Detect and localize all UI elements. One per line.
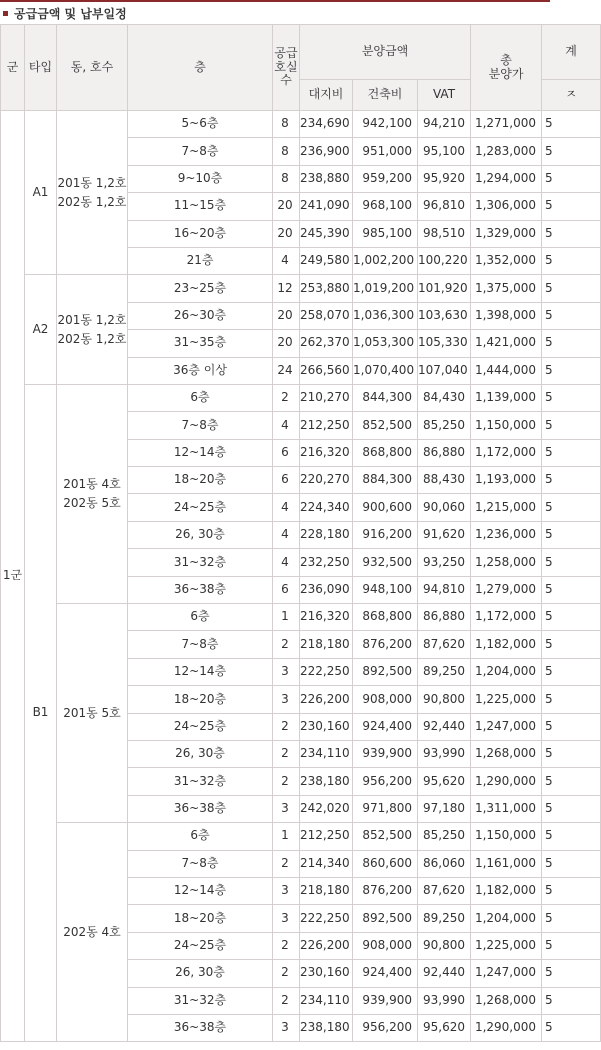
header-gun: 군 <box>1 25 25 111</box>
type-cell: B1 <box>25 384 57 1041</box>
vat-cell: 95,920 <box>418 165 471 192</box>
floor-cell: 6층 <box>128 823 273 850</box>
vat-cell: 89,250 <box>418 905 471 932</box>
floor-cell: 7~8층 <box>128 138 273 165</box>
floor-cell: 7~8층 <box>128 412 273 439</box>
land-price-cell: 228,180 <box>300 521 353 548</box>
total-price-cell: 1,247,000 <box>471 960 542 987</box>
total-price-cell: 1,311,000 <box>471 795 542 822</box>
land-price-cell: 253,880 <box>300 275 353 302</box>
supply-units-cell: 6 <box>273 439 300 466</box>
construction-price-cell: 932,500 <box>353 549 418 576</box>
total-price-cell: 1,182,000 <box>471 877 542 904</box>
next-column-cell: 5 <box>542 220 601 247</box>
construction-price-cell: 959,200 <box>353 165 418 192</box>
supply-units-cell: 4 <box>273 247 300 274</box>
total-price-cell: 1,150,000 <box>471 823 542 850</box>
next-column-cell: 5 <box>542 193 601 220</box>
total-price-cell: 1,421,000 <box>471 330 542 357</box>
construction-price-cell: 924,400 <box>353 960 418 987</box>
land-price-cell: 236,900 <box>300 138 353 165</box>
next-column-cell: 5 <box>542 467 601 494</box>
floor-cell: 36~38층 <box>128 576 273 603</box>
vat-cell: 94,810 <box>418 576 471 603</box>
floor-cell: 26, 30층 <box>128 740 273 767</box>
construction-price-cell: 852,500 <box>353 823 418 850</box>
supply-units-cell: 20 <box>273 220 300 247</box>
total-price-cell: 1,236,000 <box>471 521 542 548</box>
next-column-cell: 5 <box>542 275 601 302</box>
construction-price-cell: 876,200 <box>353 877 418 904</box>
supply-units-cell: 2 <box>273 850 300 877</box>
land-price-cell: 216,320 <box>300 604 353 631</box>
construction-price-cell: 924,400 <box>353 713 418 740</box>
floor-cell: 9~10층 <box>128 165 273 192</box>
construction-price-cell: 844,300 <box>353 384 418 411</box>
supply-units-cell: 2 <box>273 384 300 411</box>
section-title: 공급금액 및 납부일정 <box>14 6 127 21</box>
vat-cell: 107,040 <box>418 357 471 384</box>
floor-cell: 7~8층 <box>128 631 273 658</box>
construction-price-cell: 968,100 <box>353 193 418 220</box>
vat-cell: 95,620 <box>418 1014 471 1041</box>
land-price-cell: 230,160 <box>300 960 353 987</box>
construction-price-cell: 892,500 <box>353 658 418 685</box>
supply-price-table <box>0 24 601 1042</box>
floor-cell: 6층 <box>128 604 273 631</box>
land-price-cell: 222,250 <box>300 905 353 932</box>
floor-cell: 31~32층 <box>128 549 273 576</box>
vat-cell: 86,060 <box>418 850 471 877</box>
next-column-cell: 5 <box>542 713 601 740</box>
supply-units-cell: 2 <box>273 932 300 959</box>
construction-price-cell: 892,500 <box>353 905 418 932</box>
construction-price-cell: 884,300 <box>353 467 418 494</box>
land-price-cell: 210,270 <box>300 384 353 411</box>
floor-cell: 11~15층 <box>128 193 273 220</box>
supply-units-cell: 2 <box>273 960 300 987</box>
header-next-sub-cut: ㅈ <box>542 80 601 111</box>
header-floor: 층 <box>128 25 273 111</box>
total-price-cell: 1,225,000 <box>471 932 542 959</box>
vat-cell: 94,210 <box>418 111 471 138</box>
floor-cell: 36층 이상 <box>128 357 273 384</box>
floor-cell: 31~32층 <box>128 987 273 1014</box>
total-price-cell: 1,139,000 <box>471 384 542 411</box>
next-column-cell: 5 <box>542 330 601 357</box>
floor-cell: 31~32층 <box>128 768 273 795</box>
land-price-cell: 216,320 <box>300 439 353 466</box>
type-cell: A2 <box>25 275 57 385</box>
header-next-cut: 계 <box>542 25 601 80</box>
next-column-cell: 5 <box>542 357 601 384</box>
construction-price-cell: 860,600 <box>353 850 418 877</box>
floor-cell: 23~25층 <box>128 275 273 302</box>
land-price-cell: 212,250 <box>300 823 353 850</box>
vat-cell: 92,440 <box>418 960 471 987</box>
vat-cell: 95,100 <box>418 138 471 165</box>
construction-price-cell: 985,100 <box>353 220 418 247</box>
total-price-cell: 1,247,000 <box>471 713 542 740</box>
next-column-cell: 5 <box>542 165 601 192</box>
total-price-cell: 1,306,000 <box>471 193 542 220</box>
table-row <box>1 823 601 850</box>
supply-units-cell: 2 <box>273 987 300 1014</box>
next-column-cell: 5 <box>542 111 601 138</box>
total-price-cell: 1,172,000 <box>471 439 542 466</box>
construction-price-cell: 956,200 <box>353 1014 418 1041</box>
total-price-cell: 1,375,000 <box>471 275 542 302</box>
total-price-cell: 1,398,000 <box>471 302 542 329</box>
land-price-cell: 212,250 <box>300 412 353 439</box>
construction-price-cell: 1,053,300 <box>353 330 418 357</box>
vat-cell: 95,620 <box>418 768 471 795</box>
land-price-cell: 238,880 <box>300 165 353 192</box>
total-price-cell: 1,204,000 <box>471 658 542 685</box>
floor-cell: 18~20층 <box>128 467 273 494</box>
supply-units-cell: 4 <box>273 549 300 576</box>
building-cell: 201동 5호 <box>57 604 128 823</box>
construction-price-cell: 942,100 <box>353 111 418 138</box>
total-price-cell: 1,172,000 <box>471 604 542 631</box>
header-total: 총 분양가 <box>471 25 542 111</box>
supply-units-cell: 20 <box>273 330 300 357</box>
vat-cell: 91,620 <box>418 521 471 548</box>
land-price-cell: 245,390 <box>300 220 353 247</box>
supply-units-cell: 3 <box>273 686 300 713</box>
square-bullet-icon <box>3 11 8 16</box>
total-price-cell: 1,225,000 <box>471 686 542 713</box>
next-column-cell: 5 <box>542 576 601 603</box>
header-construction: 건축비 <box>353 80 418 111</box>
land-price-cell: 234,110 <box>300 740 353 767</box>
vat-cell: 97,180 <box>418 795 471 822</box>
floor-cell: 31~35층 <box>128 330 273 357</box>
construction-price-cell: 939,900 <box>353 987 418 1014</box>
next-column-cell: 5 <box>542 604 601 631</box>
header-building: 동, 호수 <box>57 25 128 111</box>
land-price-cell: 238,180 <box>300 1014 353 1041</box>
building-cell: 201동 1,2호 202동 1,2호 <box>57 275 128 385</box>
construction-price-cell: 900,600 <box>353 494 418 521</box>
supply-units-cell: 8 <box>273 165 300 192</box>
next-column-cell: 5 <box>542 686 601 713</box>
supply-units-cell: 3 <box>273 658 300 685</box>
supply-units-cell: 1 <box>273 823 300 850</box>
land-price-cell: 249,580 <box>300 247 353 274</box>
supply-units-cell: 4 <box>273 521 300 548</box>
construction-price-cell: 1,036,300 <box>353 302 418 329</box>
building-cell: 201동 4호 202동 5호 <box>57 384 128 603</box>
total-price-cell: 1,294,000 <box>471 165 542 192</box>
next-column-cell: 5 <box>542 960 601 987</box>
land-price-cell: 234,110 <box>300 987 353 1014</box>
header-supply-units: 공급 호실 수 <box>273 25 300 111</box>
floor-cell: 12~14층 <box>128 877 273 904</box>
total-price-cell: 1,279,000 <box>471 576 542 603</box>
vat-cell: 96,810 <box>418 193 471 220</box>
table-row <box>1 384 601 411</box>
vat-cell: 93,990 <box>418 740 471 767</box>
next-column-cell: 5 <box>542 439 601 466</box>
supply-units-cell: 3 <box>273 795 300 822</box>
construction-price-cell: 916,200 <box>353 521 418 548</box>
vat-cell: 90,060 <box>418 494 471 521</box>
vat-cell: 92,440 <box>418 713 471 740</box>
construction-price-cell: 948,100 <box>353 576 418 603</box>
total-price-cell: 1,268,000 <box>471 987 542 1014</box>
land-price-cell: 230,160 <box>300 713 353 740</box>
header-land: 대지비 <box>300 80 353 111</box>
land-price-cell: 234,690 <box>300 111 353 138</box>
supply-units-cell: 3 <box>273 1014 300 1041</box>
next-column-cell: 5 <box>542 658 601 685</box>
total-price-cell: 1,290,000 <box>471 1014 542 1041</box>
next-column-cell: 5 <box>542 247 601 274</box>
vat-cell: 89,250 <box>418 658 471 685</box>
floor-cell: 18~20층 <box>128 686 273 713</box>
floor-cell: 36~38층 <box>128 795 273 822</box>
construction-price-cell: 951,000 <box>353 138 418 165</box>
floor-cell: 5~6층 <box>128 111 273 138</box>
next-column-cell: 5 <box>542 521 601 548</box>
floor-cell: 18~20층 <box>128 905 273 932</box>
land-price-cell: 241,090 <box>300 193 353 220</box>
vat-cell: 93,990 <box>418 987 471 1014</box>
floor-cell: 6층 <box>128 384 273 411</box>
next-column-cell: 5 <box>542 850 601 877</box>
vat-cell: 103,630 <box>418 302 471 329</box>
table-row <box>1 111 601 138</box>
land-price-cell: 226,200 <box>300 932 353 959</box>
next-column-cell: 5 <box>542 384 601 411</box>
construction-price-cell: 956,200 <box>353 768 418 795</box>
supply-units-cell: 4 <box>273 494 300 521</box>
price-table-container[interactable] <box>0 24 577 1050</box>
vat-cell: 98,510 <box>418 220 471 247</box>
supply-units-cell: 20 <box>273 302 300 329</box>
land-price-cell: 242,020 <box>300 795 353 822</box>
total-price-cell: 1,182,000 <box>471 631 542 658</box>
land-price-cell: 232,250 <box>300 549 353 576</box>
supply-units-cell: 8 <box>273 111 300 138</box>
vat-cell: 100,220 <box>418 247 471 274</box>
header-vat: VAT <box>418 80 471 111</box>
floor-cell: 26, 30층 <box>128 960 273 987</box>
floor-cell: 16~20층 <box>128 220 273 247</box>
construction-price-cell: 939,900 <box>353 740 418 767</box>
construction-price-cell: 868,800 <box>353 439 418 466</box>
table-row <box>1 604 601 631</box>
total-price-cell: 1,271,000 <box>471 111 542 138</box>
vat-cell: 101,920 <box>418 275 471 302</box>
next-column-cell: 5 <box>542 877 601 904</box>
construction-price-cell: 1,002,200 <box>353 247 418 274</box>
building-cell: 202동 4호 <box>57 823 128 1042</box>
next-column-cell: 5 <box>542 987 601 1014</box>
supply-units-cell: 2 <box>273 768 300 795</box>
land-price-cell: 226,200 <box>300 686 353 713</box>
vat-cell: 105,330 <box>418 330 471 357</box>
next-column-cell: 5 <box>542 631 601 658</box>
floor-cell: 24~25층 <box>128 932 273 959</box>
next-column-cell: 5 <box>542 795 601 822</box>
building-cell: 201동 1,2호 202동 1,2호 <box>57 111 128 275</box>
vat-cell: 87,620 <box>418 631 471 658</box>
vat-cell: 93,250 <box>418 549 471 576</box>
next-column-cell: 5 <box>542 494 601 521</box>
header-price-group: 분양금액 <box>300 25 471 80</box>
floor-cell: 24~25층 <box>128 494 273 521</box>
next-column-cell: 5 <box>542 412 601 439</box>
total-price-cell: 1,215,000 <box>471 494 542 521</box>
vat-cell: 87,620 <box>418 877 471 904</box>
land-price-cell: 222,250 <box>300 658 353 685</box>
header-type: 타입 <box>25 25 57 111</box>
land-price-cell: 224,340 <box>300 494 353 521</box>
section-header <box>0 0 550 24</box>
land-price-cell: 258,070 <box>300 302 353 329</box>
supply-units-cell: 12 <box>273 275 300 302</box>
next-column-cell: 5 <box>542 549 601 576</box>
supply-units-cell: 4 <box>273 412 300 439</box>
price-table-body <box>1 111 601 1042</box>
supply-units-cell: 2 <box>273 631 300 658</box>
vat-cell: 90,800 <box>418 932 471 959</box>
total-price-cell: 1,268,000 <box>471 740 542 767</box>
floor-cell: 12~14층 <box>128 439 273 466</box>
supply-units-cell: 3 <box>273 877 300 904</box>
floor-cell: 7~8층 <box>128 850 273 877</box>
total-price-cell: 1,204,000 <box>471 905 542 932</box>
next-column-cell: 5 <box>542 932 601 959</box>
supply-units-cell: 6 <box>273 467 300 494</box>
total-price-cell: 1,161,000 <box>471 850 542 877</box>
land-price-cell: 218,180 <box>300 631 353 658</box>
construction-price-cell: 1,019,200 <box>353 275 418 302</box>
next-column-cell: 5 <box>542 138 601 165</box>
land-price-cell: 238,180 <box>300 768 353 795</box>
total-price-cell: 1,290,000 <box>471 768 542 795</box>
next-column-cell: 5 <box>542 1014 601 1041</box>
land-price-cell: 266,560 <box>300 357 353 384</box>
vat-cell: 86,880 <box>418 439 471 466</box>
gun-cell: 1군 <box>1 111 25 1042</box>
next-column-cell: 5 <box>542 905 601 932</box>
floor-cell: 36~38층 <box>128 1014 273 1041</box>
construction-price-cell: 908,000 <box>353 686 418 713</box>
next-column-cell: 5 <box>542 768 601 795</box>
total-price-cell: 1,352,000 <box>471 247 542 274</box>
next-column-cell: 5 <box>542 823 601 850</box>
table-row <box>1 275 601 302</box>
construction-price-cell: 868,800 <box>353 604 418 631</box>
land-price-cell: 214,340 <box>300 850 353 877</box>
vat-cell: 85,250 <box>418 412 471 439</box>
land-price-cell: 218,180 <box>300 877 353 904</box>
land-price-cell: 262,370 <box>300 330 353 357</box>
supply-units-cell: 2 <box>273 740 300 767</box>
construction-price-cell: 1,070,400 <box>353 357 418 384</box>
floor-cell: 12~14층 <box>128 658 273 685</box>
supply-units-cell: 3 <box>273 905 300 932</box>
construction-price-cell: 852,500 <box>353 412 418 439</box>
vat-cell: 84,430 <box>418 384 471 411</box>
floor-cell: 24~25층 <box>128 713 273 740</box>
supply-units-cell: 20 <box>273 193 300 220</box>
vat-cell: 85,250 <box>418 823 471 850</box>
construction-price-cell: 908,000 <box>353 932 418 959</box>
supply-units-cell: 2 <box>273 713 300 740</box>
supply-units-cell: 6 <box>273 576 300 603</box>
construction-price-cell: 971,800 <box>353 795 418 822</box>
floor-cell: 26~30층 <box>128 302 273 329</box>
vat-cell: 88,430 <box>418 467 471 494</box>
next-column-cell: 5 <box>542 302 601 329</box>
floor-cell: 21층 <box>128 247 273 274</box>
land-price-cell: 236,090 <box>300 576 353 603</box>
next-column-cell: 5 <box>542 740 601 767</box>
vat-cell: 90,800 <box>418 686 471 713</box>
land-price-cell: 220,270 <box>300 467 353 494</box>
type-cell: A1 <box>25 111 57 275</box>
total-price-cell: 1,444,000 <box>471 357 542 384</box>
supply-units-cell: 24 <box>273 357 300 384</box>
supply-units-cell: 8 <box>273 138 300 165</box>
total-price-cell: 1,283,000 <box>471 138 542 165</box>
total-price-cell: 1,258,000 <box>471 549 542 576</box>
floor-cell: 26, 30층 <box>128 521 273 548</box>
supply-units-cell: 1 <box>273 604 300 631</box>
total-price-cell: 1,150,000 <box>471 412 542 439</box>
construction-price-cell: 876,200 <box>353 631 418 658</box>
total-price-cell: 1,193,000 <box>471 467 542 494</box>
vat-cell: 86,880 <box>418 604 471 631</box>
total-price-cell: 1,329,000 <box>471 220 542 247</box>
